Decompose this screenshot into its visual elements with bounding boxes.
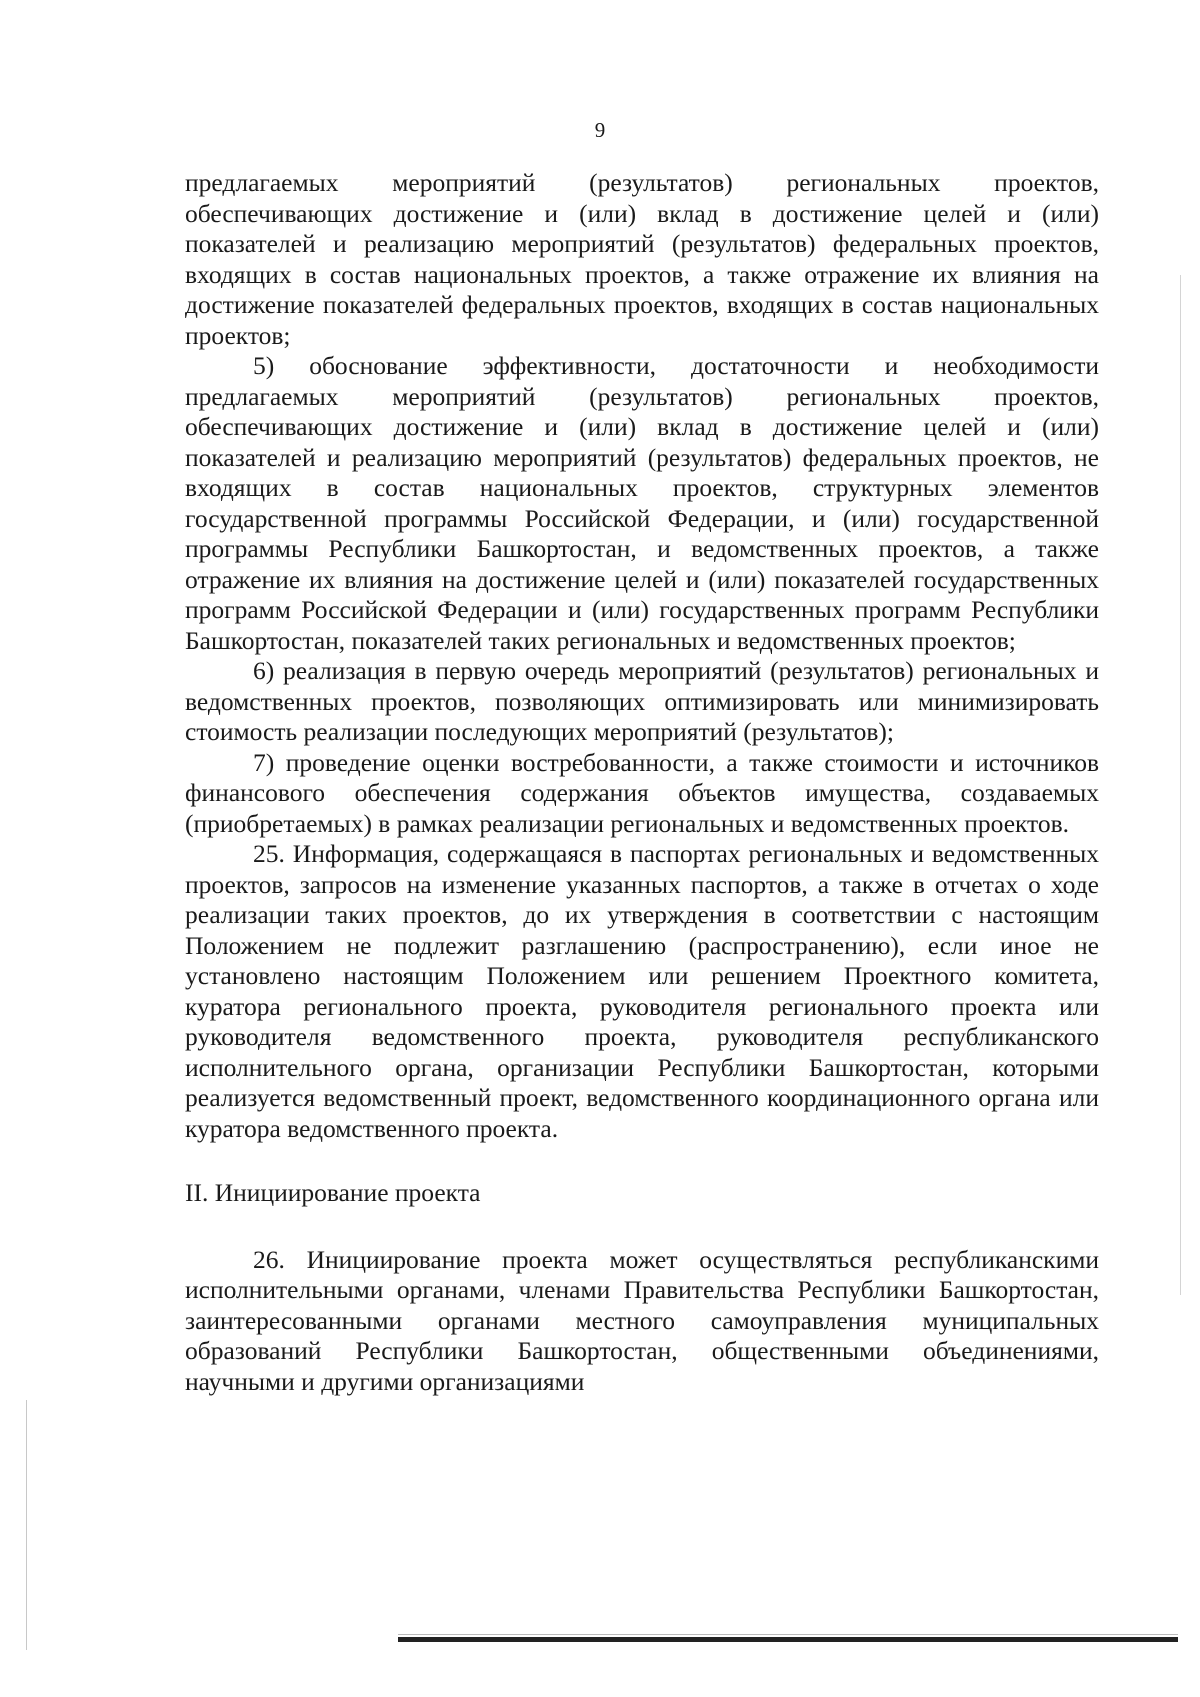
page-number: 9 <box>594 118 606 142</box>
paragraph-26: 26. Инициирование проекта может осуществляться республиканскими исполнительными органами, членами Правительства Республики Башкортостан, заинтересованными органами местного самоуправления муниципальных образований Республики Башкортостан, общественными объединениями, научными и другими организациями <box>185 1244 1099 1396</box>
paragraph-item-6: 6) реализация в первую очередь мероприятий (результатов) региональных и ведомственных проектов, позволяющих оптимизировать или минимизировать стоимость реализации последующих мероприятий (результатов); <box>185 656 1099 746</box>
scan-artifact-bottom <box>398 1637 1178 1642</box>
scan-artifact-right <box>1180 275 1181 1295</box>
paragraph-item-5: 5) обоснование эффективности, достаточности и необходимости предлагаемых мероприятий (результатов) региональных проектов, обеспечивающих достижение и (или) вклад в достижение целей и (или) показателей и реализацию мероприятий (результатов) федеральных проектов, не входящих в состав национальных проектов, структурных элементов государственной программы Российской Федерации, и (или) государственной программы Республики Башкортостан, и ведомственных проектов, а также отражение их влияния на достижение целей и (или) показателей государственных программ Российской Федерации и (или) государственных программ Республики Башкортостан, показателей таких региональных и ведомственных проектов; <box>185 351 1099 655</box>
paragraph-item-7: 7) проведение оценки востребованности, а также стоимости и источников финансового обеспечения содержания объектов имущества, создаваемых (приобретаемых) в рамках реализации региональных и ведомственных проектов. <box>185 747 1099 838</box>
section-heading: II. Инициирование проекта <box>185 1178 481 1207</box>
document-body <box>185 168 1099 1397</box>
paragraph-continuation: предлагаемых мероприятий (результатов) региональных проектов, обеспечивающих достижение и (или) вклад в достижение целей и (или) показателей и реализацию мероприятий (результатов) федеральных проектов, входящих в состав национальных проектов, а также отражение их влияния на достижение показателей федеральных проектов, входящих в состав национальных проектов; <box>185 168 1099 350</box>
scan-artifact-left <box>26 1400 27 1650</box>
paragraph-25: 25. Информация, содержащаяся в паспортах региональных и ведомственных проектов, запросов на изменение указанных паспортов, а также в отчетах о ходе реализации таких проектов, до их утверждения в соответствии с настоящим Положением не подлежит разглашению (распространению), если иное не установлено настоящим Положением или решением Проектного комитета, куратора регионального проекта, руководителя регионального проекта или руководителя ведомственного проекта, руководителя республиканского исполнительного органа, организации Республики Башкортостан, которыми реализуется ведомственный проект, ведомственного координационного органа или куратора ведомственного проекта. <box>185 839 1099 1143</box>
scan-artifact-bottom-light <box>398 1634 1178 1635</box>
